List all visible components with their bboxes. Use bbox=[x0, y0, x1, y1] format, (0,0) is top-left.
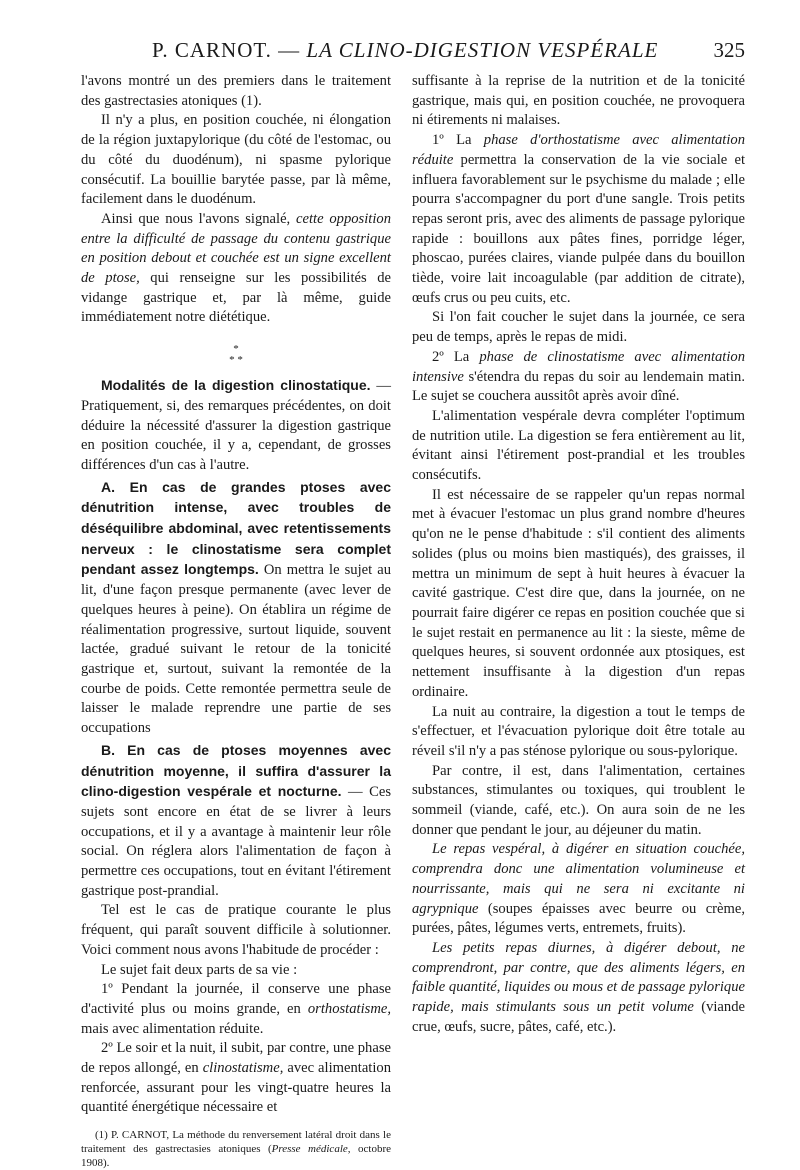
paragraph: Ainsi que nous l'avons signalé, cette opposition entre la difficulté de passage du contenu gastrique en position debout et couchée est un signe excellent de ptose, qui renseigne sur les possibilités de vidange gastrique et, par là même, guide immédiatement notre diététique. bbox=[81, 210, 391, 326]
footnote: (1) P. CARNOT, La méthode du renversement latéral droit dans le traitement des gastrectasies atoniques (Presse médicale, octobre 1908). bbox=[81, 1129, 391, 1170]
title-article: LA CLINO-DIGESTION VESPÉRALE bbox=[306, 38, 659, 62]
section-paragraph: Modalités de la digestion clinostatique. — Pratiquement, si, des remarques précédentes, on doit déduire la nécessité d'assurer la digestion gastrique en position couchée, il y a, cependant, de grosses différences d'un cas à l'autre. bbox=[81, 377, 392, 473]
paragraph: suffisante à la reprise de la nutrition et de la tonicité gastrique, mais qui, en position couchée, ne provoquera ni étirements ni malaises. bbox=[412, 73, 745, 129]
case-b-paragraph: B. En cas de ptoses moyennes avec dénutrition moyenne, il suffira d'assurer la clino-digestion vespérale et nocturne. — Ces sujets sont encore en état de se livrer à leurs occupations, et il y a avantage à maintenir leur rôle social. On réglera alors l'alimentation de façon à permettre ces occupations, tout en évitant l'étirement gastrique post-prandial. bbox=[81, 741, 391, 899]
paragraph: La nuit au contraire, la digestion a tout le temps de s'effectuer, et l'évacuation pylorique doit être totale au réveil s'il n'y a pas sténose pylorique ou sous-pylorique. bbox=[412, 703, 745, 759]
paragraph: 2º La phase de clinostatisme avec alimentation intensive s'étendra du repas du soir au lendemain matin. Le sujet se couchera aussitôt après avoir dîné. bbox=[412, 348, 745, 405]
page-number: 325 bbox=[713, 38, 745, 62]
case-a-paragraph: A. En cas de grandes ptoses avec dénutrition intense, avec troubles de déséquilibre abdominal, avec retentissements nerveux : le clinostatisme sera complet pendant assez longtemps. On mettra le sujet au lit, d'une façon presque permanente (avec lever de quelques heures à peine). On établira un régime de réalimentation progressive, surtout liquide, souvent lactée, gradué suivant le retour de la tonicité gastrique et, surtout, suivant la remontée de la courbe de poids. Cette remontée permettra seule de laisser le malade reprendre une partie de ses occupations bbox=[81, 478, 391, 737]
paragraph: Le sujet fait deux parts de sa vie : bbox=[101, 961, 298, 978]
section-separator: * * * bbox=[229, 343, 243, 367]
paragraph: Le repas vespéral, à digérer en situation couchée, comprendra donc une alimentation volumineuse et nourrissante, mais qui ne sera ni excitante ni agrypnique (soupes épaisses avec beurre ou crème, purées, pâtes, légumes verts, entremets, fruits). bbox=[412, 841, 745, 937]
paragraph: Si l'on fait coucher le sujet dans la journée, ce sera peu de temps, après le repas de midi. bbox=[412, 309, 745, 346]
paragraph: Les petits repas diurnes, à digérer debout, ne comprendront, par contre, que des aliments légers, en faible quantité, liquides ou mous et de passage pylorique rapide, mais stimulants sous un petit volume (viande crue, œufs, sucre, pâtes, café, etc.). bbox=[412, 939, 745, 1035]
paragraph: 1º La phase d'orthostatisme avec alimentation réduite permettra la conservation de la vie sociale et influera favorablement sur le psychisme du malade ; elle pourra s'accompagner du port d'une sangle. Trois petits repas seront pris, avec des aliments de passage pylorique rapide : bouillons aux pâtes fines, porridge léger, phoscao, purées claires, viande pulpée dans du bouillon tiède, voire lait incoagulable (par addition de citrate), œufs crus ou peu cuits, etc. bbox=[412, 132, 745, 306]
section-title: Modalités de la digestion clinostatique. bbox=[101, 377, 371, 394]
case-b-heading: B. En cas de ptoses moyennes avec dénutrition moyenne, il suffira d'assurer la clino-digestion vespérale et nocturne. bbox=[81, 741, 391, 800]
title-author: P. CARNOT. — bbox=[152, 38, 301, 62]
paragraph: Il n'y a plus, en position couchée, ni élongation de la région juxtapylorique (du côté de l'estomac, ou du côté du duodénum), ni spasme pylorique consécutif. La bouillie barytée passe, par là même, facilement dans le duodénum. bbox=[81, 112, 391, 208]
paragraph: 2º Le soir et la nuit, il subit, par contre, une phase de repos allongé, en clinostatisme, avec alimentation renforcée, assurant pour les vingt-quatre heures la quantité énergétique nécessaire et bbox=[81, 1040, 391, 1116]
left-column bbox=[81, 72, 391, 1170]
case-a-heading: A. En cas de grandes ptoses avec dénutrition intense, avec troubles de déséquilibre abdominal, avec retentissements nerveux : le clinostatisme sera complet pendant assez longtemps. bbox=[81, 478, 391, 578]
paragraph: l'avons montré un des premiers dans le traitement des gastrectasies atoniques (1). bbox=[81, 73, 391, 109]
paragraph: 1º Pendant la journée, il conserve une phase d'activité plus ou moins grande, en orthostatisme, mais avec alimentation réduite. bbox=[81, 981, 391, 1037]
paragraph: Tel est le cas de pratique courante le plus fréquent, qui paraît souvent difficile à solutionner. Voici comment nous avons l'habitude de procéder : bbox=[81, 902, 391, 958]
running-header bbox=[80, 38, 745, 66]
paragraph: L'alimentation vespérale devra compléter l'optimum de nutrition utile. La digestion se fera entièrement au lit, évitant ainsi l'étirement post-prandial et les troubles consécutifs. bbox=[412, 407, 745, 484]
right-column bbox=[412, 72, 745, 1037]
running-title bbox=[152, 38, 658, 63]
paragraph: Par contre, il est, dans l'alimentation, certaines substances, stimulantes ou toxiques, qui troublent le sommeil (viande, café, etc.). On aura soin de ne les donner que pendant le jour, au déjeuner du matin. bbox=[412, 762, 745, 838]
paragraph: Il est nécessaire de se rappeler qu'un repas normal met à évacuer l'estomac un plus grand nombre d'heures qu'on ne le pense d'habitude : s'il contient des aliments solides (plus ou moins bien mastiqués), des graisses, il mettra un minimum de sept à huit heures à évacuer la cavité gastrique. C'est dire que, dans la journée, on ne pourrait faire digérer ce repas en position couchée que si le sujet restait en permanence au lit : la sieste, même de quelques heures, si souvent ordonnée aux ptosiques, est nettement insuffisante à la digestion d'un repas ordinaire. bbox=[412, 486, 745, 700]
